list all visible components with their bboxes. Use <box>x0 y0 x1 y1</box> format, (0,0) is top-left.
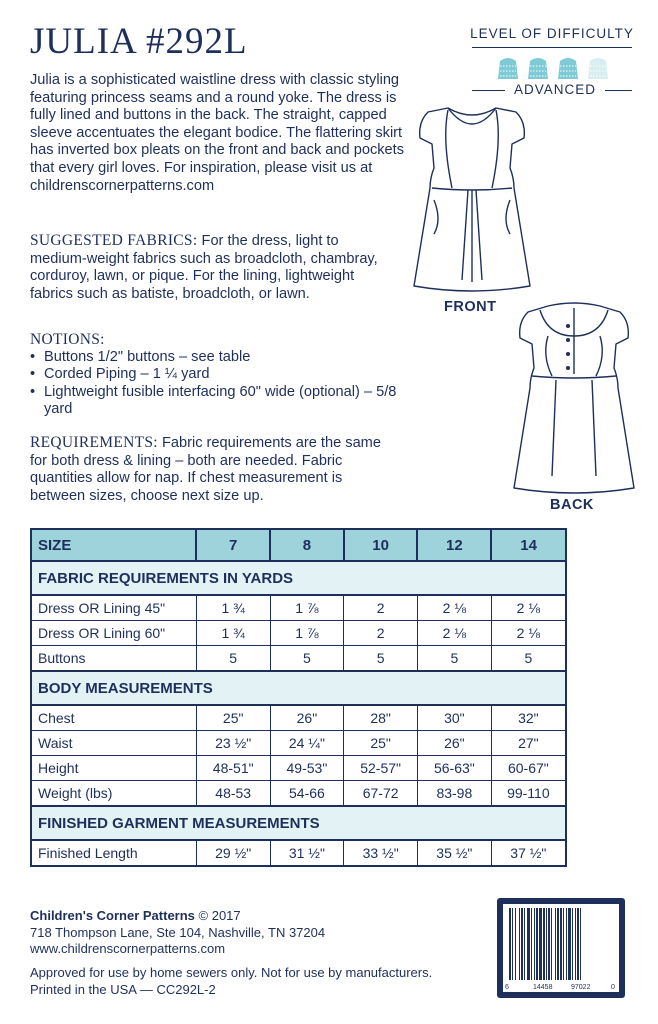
table-row <box>31 621 566 646</box>
list-item: • Lightweight fusible interfacing 60" wide (optional) – 5/8 yard <box>30 384 398 419</box>
thimble-icon <box>558 58 578 79</box>
table-header-cell: 12 <box>417 529 491 561</box>
thimble-icon <box>528 58 548 79</box>
table-cell: 52-57" <box>344 756 418 781</box>
table-cell: Weight (lbs) <box>31 781 196 807</box>
suggested-fabrics-heading: SUGGESTED FABRICS: <box>30 232 198 249</box>
suggested-fabrics-text: For the dress, light to medium-weight fabrics such as broadcloth, chambray, corduroy, lawn, or pique. For the lining, lightweight fabrics such as batiste, broadcloth, or lawn. <box>30 233 378 302</box>
table-cell: 2 <box>344 595 418 621</box>
notions-list <box>30 349 398 419</box>
table-cell: 54-66 <box>270 781 344 807</box>
approval-notice <box>30 965 470 998</box>
table-cell: 56-63" <box>417 756 491 781</box>
table-row <box>31 595 566 621</box>
table-cell: 48-51" <box>196 756 270 781</box>
printed-text: Printed in the USA — CC292L-2 <box>30 981 216 997</box>
front-dress-illustration <box>412 100 532 295</box>
barcode-digits-1: 14458 <box>533 984 553 991</box>
barcode-bar <box>524 908 525 980</box>
barcode-digit-left: 6 <box>505 984 509 991</box>
table-cell: 1 ¾ <box>196 621 270 646</box>
table-cell: 23 ½" <box>196 731 270 756</box>
company-line <box>30 908 470 925</box>
table-body <box>31 561 566 866</box>
table-cell: 49-53" <box>270 756 344 781</box>
barcode-bar <box>572 908 573 980</box>
table-cell: Dress OR Lining 60" <box>31 621 196 646</box>
barcode-bar <box>543 908 545 980</box>
barcode-bar <box>568 908 571 980</box>
table-cell: 25" <box>344 731 418 756</box>
barcode-bar <box>539 908 542 980</box>
barcode-bar <box>560 908 562 980</box>
requirements <box>30 434 398 505</box>
barcode-bar <box>521 908 523 980</box>
table-cell: Chest <box>31 705 196 731</box>
list-item: • Buttons 1/2" buttons – see table <box>30 349 398 367</box>
table-cell: 2 <box>344 621 418 646</box>
thimble-icon <box>588 58 608 79</box>
front-view-label: FRONT <box>444 299 497 315</box>
company-website[interactable]: www.childrenscornerpatterns.com <box>30 941 226 956</box>
table-cell: 25" <box>196 705 270 731</box>
barcode-bar <box>580 908 581 980</box>
table-cell: 99-110 <box>491 781 566 807</box>
barcode-bar <box>575 908 576 980</box>
table-cell: 2 ⅛ <box>491 595 566 621</box>
barcode-bar <box>563 908 564 980</box>
requirements-heading: REQUIREMENTS: <box>30 434 158 451</box>
table-cell: Dress OR Lining 45" <box>31 595 196 621</box>
notions <box>30 331 398 419</box>
barcode-bar <box>566 908 567 980</box>
table-cell: 48-53 <box>196 781 270 807</box>
thimble-icon <box>498 58 518 79</box>
footer-info <box>30 908 470 958</box>
requirements-text: Fabric requirements are the same for both dress & lining – both are needed. Fabric quantities allow for nap. If chest measurement is between sizes, choose next size up. <box>30 435 381 504</box>
barcode-bar <box>527 908 530 980</box>
table-row <box>31 756 566 781</box>
company-name: Children's Corner Patterns <box>30 908 195 923</box>
table-cell: 5 <box>417 646 491 672</box>
table-cell: 2 ⅛ <box>491 621 566 646</box>
barcode-bar <box>546 908 547 980</box>
table-section-title: BODY MEASUREMENTS <box>31 671 566 705</box>
table-section-title: FINISHED GARMENT MEASUREMENTS <box>31 806 566 840</box>
back-dress-illustration <box>512 296 636 496</box>
barcode-bar <box>577 908 579 980</box>
pattern-title: JULIA #292L <box>30 21 248 62</box>
table-cell: 31 ½" <box>270 840 344 866</box>
table-cell: 26" <box>417 731 491 756</box>
barcode-bar <box>557 908 559 980</box>
table-cell: 32" <box>491 705 566 731</box>
table-row <box>31 705 566 731</box>
table-header-cell: 8 <box>270 529 344 561</box>
pattern-description: Julia is a sophisticated waistline dress with classic styling featuring princess seams and a round yoke. The dress is fully lined and buttons in the back. The straight, capped sleeve accentuates the elegant bodice. The flattering skirt has inverted box pleats on the front and back and pockets that every girl loves. For inspiration, please visit us at childrenscornerpatterns.com <box>30 72 405 194</box>
approved-text: Approved for use by home sewers only. Not for use by manufacturers. <box>30 965 433 980</box>
difficulty-top-line <box>472 47 632 48</box>
table-cell: 1 ¾ <box>196 595 270 621</box>
table-header-row <box>31 529 566 561</box>
barcode-digits-2: 97022 <box>571 984 591 991</box>
size-table <box>30 528 567 867</box>
table-section-row <box>31 561 566 595</box>
table-cell: 2 ⅛ <box>417 621 491 646</box>
barcode-bar <box>531 908 532 980</box>
table-header-cell: 10 <box>344 529 418 561</box>
copyright: © 2017 <box>194 908 241 923</box>
table-cell: 37 ½" <box>491 840 566 866</box>
barcode-bar <box>548 908 550 980</box>
table-cell: 1 ⅞ <box>270 621 344 646</box>
barcode-bar <box>519 908 520 980</box>
table-cell: 83-98 <box>417 781 491 807</box>
back-view-label: BACK <box>550 497 594 513</box>
table-cell: Buttons <box>31 646 196 672</box>
table-header-cell: SIZE <box>31 529 196 561</box>
table-section-row <box>31 806 566 840</box>
table-cell: 67-72 <box>344 781 418 807</box>
table-row <box>31 646 566 672</box>
table-cell: 5 <box>491 646 566 672</box>
table-row <box>31 781 566 807</box>
table-cell: 24 ¼" <box>270 731 344 756</box>
barcode-bar <box>555 908 556 980</box>
table-cell: 30" <box>417 705 491 731</box>
barcode-digit-right: 0 <box>611 984 615 991</box>
difficulty-level: ADVANCED <box>505 82 605 97</box>
table-cell: 35 ½" <box>417 840 491 866</box>
table-section-row <box>31 671 566 705</box>
barcode-bar <box>551 908 552 980</box>
table-cell: 5 <box>270 646 344 672</box>
barcode-bar <box>534 908 535 980</box>
table-cell: 2 ⅛ <box>417 595 491 621</box>
difficulty-thimbles <box>493 55 613 81</box>
table-row <box>31 731 566 756</box>
table-section-title: FABRIC REQUIREMENTS IN YARDS <box>31 561 566 595</box>
table-cell: 33 ½" <box>344 840 418 866</box>
table-cell: Height <box>31 756 196 781</box>
list-item: • Corded Piping – 1 ¼ yard <box>30 366 398 384</box>
barcode-bar <box>515 908 516 980</box>
table-cell: Waist <box>31 731 196 756</box>
company-address: 718 Thompson Lane, Ste 104, Nashville, TN 37204 <box>30 924 326 940</box>
suggested-fabrics <box>30 232 398 303</box>
barcode <box>497 898 625 998</box>
table-row <box>31 840 566 866</box>
difficulty-label: LEVEL OF DIFFICULTY <box>470 26 634 41</box>
barcode-bar <box>512 908 513 980</box>
notions-heading: NOTIONS: <box>30 331 105 348</box>
table-cell: 60-67" <box>491 756 566 781</box>
table-cell: 5 <box>344 646 418 672</box>
table-cell: 5 <box>196 646 270 672</box>
barcode-bar <box>536 908 538 980</box>
table-cell: 28" <box>344 705 418 731</box>
barcode-bar <box>509 908 511 980</box>
table-header-cell: 7 <box>196 529 270 561</box>
table-cell: Finished Length <box>31 840 196 866</box>
table-cell: 1 ⅞ <box>270 595 344 621</box>
table-cell: 27" <box>491 731 566 756</box>
table-cell: 29 ½" <box>196 840 270 866</box>
table-cell: 26" <box>270 705 344 731</box>
table-header-cell: 14 <box>491 529 566 561</box>
